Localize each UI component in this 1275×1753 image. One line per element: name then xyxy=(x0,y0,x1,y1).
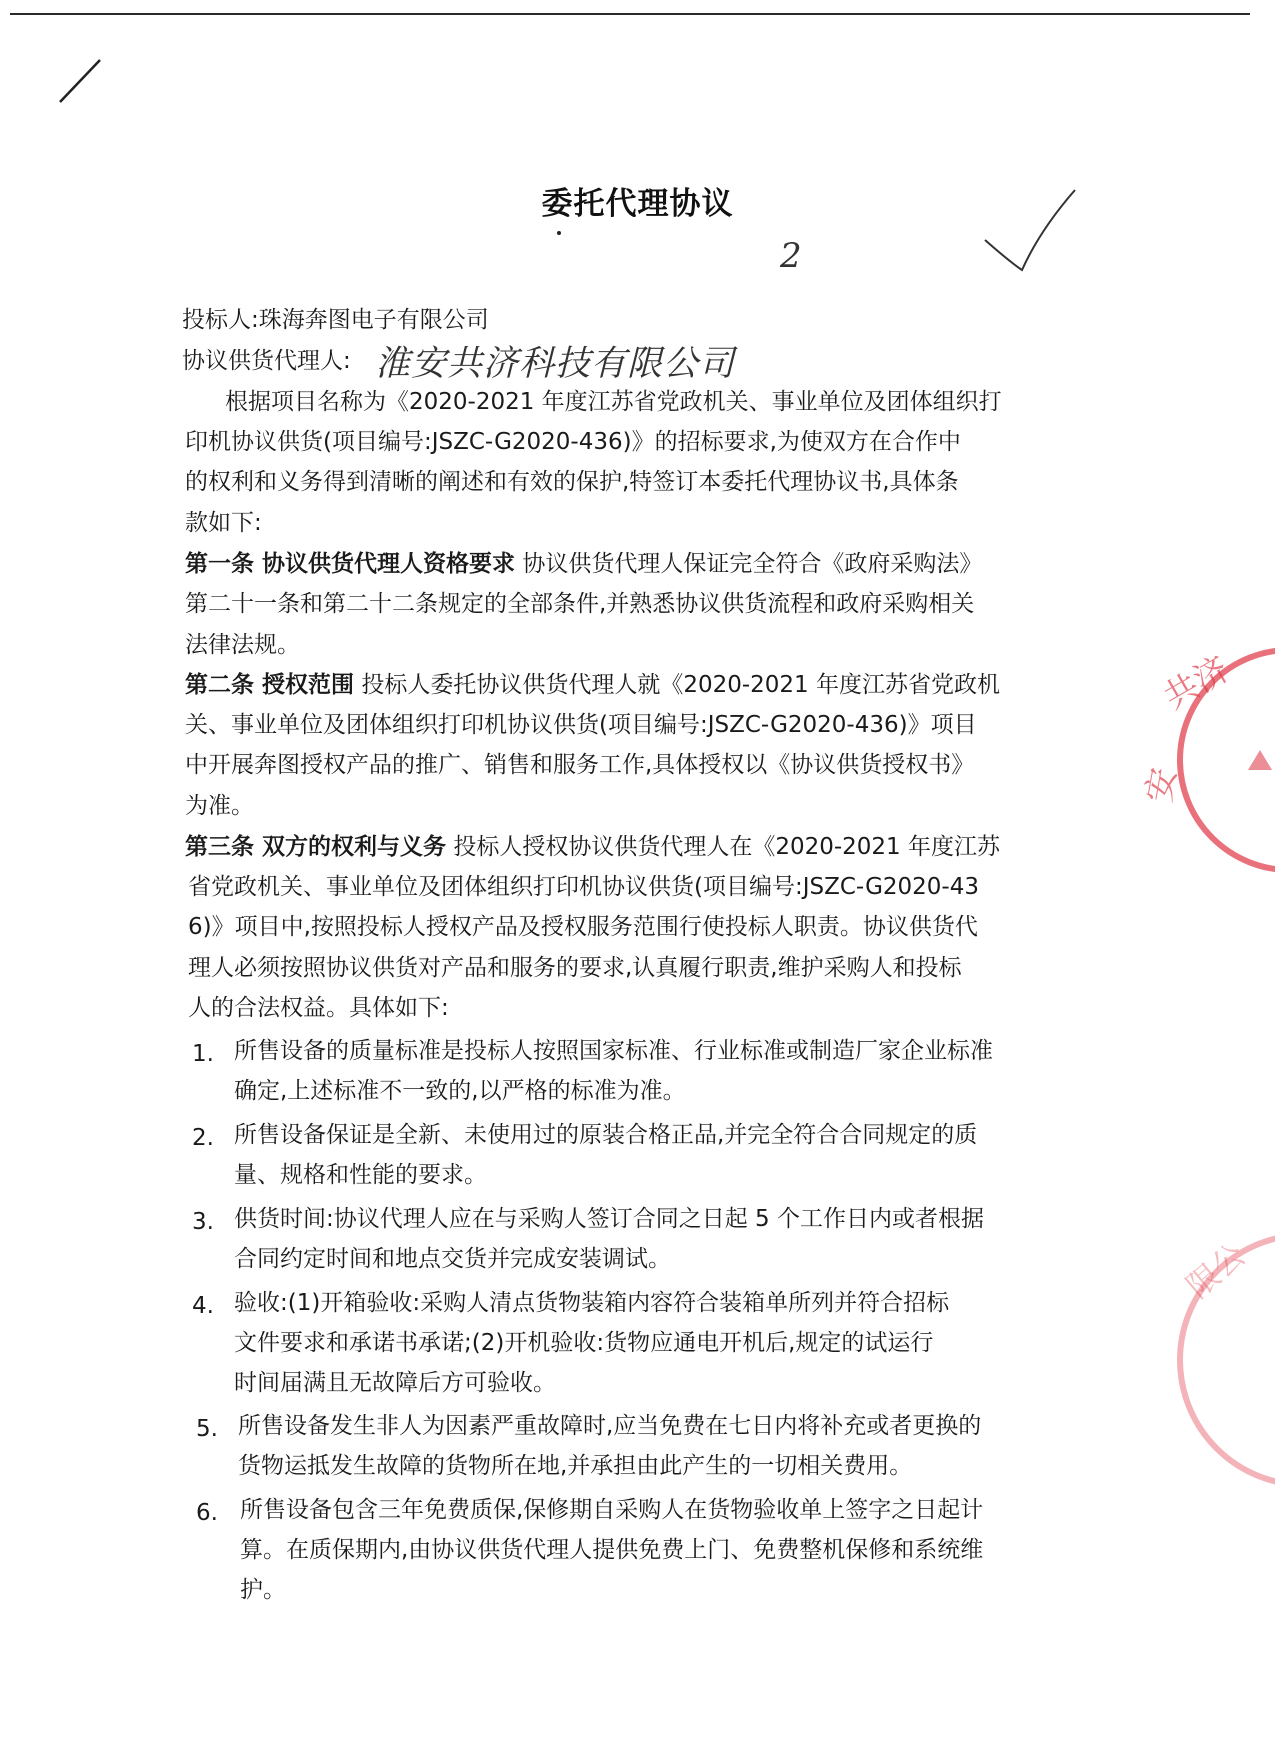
handwritten-page-number: 2 xyxy=(780,236,803,276)
article-3-line: 6)》项目中,按照投标人授权产品及授权服务范围行使投标人职责。协议供货代 xyxy=(188,914,978,940)
document-title: 委托代理协议 xyxy=(541,186,734,222)
intro-line: 根据项目名称为《2020-2021 年度江苏省党政机关、事业单位及团体组织打 xyxy=(225,389,1002,415)
item-number: 4. xyxy=(192,1293,214,1319)
article-1-first-line xyxy=(185,553,982,576)
article-1-line: 法律法规。 xyxy=(185,632,300,658)
bidder-line: 投标人:珠海奔图电子有限公司 xyxy=(182,307,489,333)
item-number: 1. xyxy=(192,1041,214,1067)
article-2-line: 关、事业单位及团体组织打印机协议供货(项目编号:JSZC-G2020-436)》项目 xyxy=(185,712,977,738)
item-line: 货物运抵发生故障的货物所在地,并承担由此产生的一切相关费用。 xyxy=(238,1453,913,1479)
article-3-line: 理人必须按照协议供货对产品和服务的要求,认真履行职责,维护采购人和投标 xyxy=(188,955,962,981)
article-3-line: 人的合法权益。具体如下: xyxy=(188,995,449,1021)
article-2-line: 为准。 xyxy=(185,793,254,819)
article-3-text: 投标人授权协议供货代理人在《2020-2021 年度江苏 xyxy=(446,834,1001,860)
article-3-heading: 第三条 双方的权利与义务 xyxy=(185,834,447,860)
agent-label: 协议供货代理人: xyxy=(182,348,351,374)
item-line: 时间届满且无故障后方可验收。 xyxy=(234,1370,556,1396)
svg-text:共济: 共济 xyxy=(1157,649,1237,718)
article-2-line: 中开展奔图授权产品的推广、销售和服务工作,具体授权以《协议供货授权书》 xyxy=(185,752,975,778)
item-line: 文件要求和承诺书承诺;(2)开机验收:货物应通电开机后,规定的试运行 xyxy=(234,1330,934,1356)
item-line: 所售设备包含三年免费质保,保修期自采购人在货物验收单上签字之日起计 xyxy=(240,1497,984,1523)
item-line: 所售设备发生非人为因素严重故障时,应当免费在七日内将补充或者更换的 xyxy=(238,1413,982,1439)
item-line: 合同约定时间和地点交货并完成安装调试。 xyxy=(234,1246,671,1272)
item-number: 5. xyxy=(196,1416,218,1442)
article-3-line: 省党政机关、事业单位及团体组织打印机协议供货(项目编号:JSZC-G2020-43 xyxy=(188,874,979,900)
item-number: 6. xyxy=(196,1500,218,1526)
intro-line: 款如下: xyxy=(185,510,262,536)
item-line: 量、规格和性能的要求。 xyxy=(234,1162,487,1188)
item-line: 供货时间:协议代理人应在与采购人签订合同之日起 5 个工作日内或者根据 xyxy=(234,1206,985,1232)
article-1-text: 协议供货代理人保证完全符合《政府采购法》 xyxy=(515,551,983,577)
dot-mark xyxy=(557,231,561,235)
svg-text:限公: 限公 xyxy=(1179,1235,1253,1306)
intro-line: 的权利和义务得到清晰的阐述和有效的保护,特签订本委托代理协议书,具体条 xyxy=(185,469,959,495)
slash-mark xyxy=(60,60,100,102)
item-number: 2. xyxy=(192,1125,214,1151)
company-seal-bottom xyxy=(1165,1230,1275,1490)
agent-signature: 淮安共济科技有限公司 xyxy=(375,344,736,384)
company-seal-top xyxy=(1139,640,1275,880)
article-2-heading: 第二条 授权范围 xyxy=(185,672,355,698)
intro-line: 印机协议供货(项目编号:JSZC-G2020-436)》的招标要求,为使双方在合作中 xyxy=(185,429,961,455)
svg-text:安: 安 xyxy=(1139,764,1185,806)
article-1-line: 第二十一条和第二十二条规定的全部条件,并熟悉协议供货流程和政府采购相关 xyxy=(185,591,975,617)
article-3-first-line xyxy=(185,836,1000,859)
article-2-first-line xyxy=(185,674,1000,697)
item-line: 确定,上述标准不一致的,以严格的标准为准。 xyxy=(234,1078,686,1104)
article-2-text: 投标人委托协议供货代理人就《2020-2021 年度江苏省党政机 xyxy=(354,672,1001,698)
article-1-heading: 第一条 协议供货代理人资格要求 xyxy=(185,551,516,577)
item-line: 所售设备的质量标准是投标人按照国家标准、行业标准或制造厂家企业标准 xyxy=(234,1038,993,1064)
item-number: 3. xyxy=(192,1209,214,1235)
item-line: 验收:(1)开箱验收:采购人清点货物装箱内容符合装箱单所列并符合招标 xyxy=(234,1290,950,1316)
item-line: 护。 xyxy=(240,1577,286,1603)
item-line: 算。在质保期内,由协议供货代理人提供免费上门、免费整机保修和系统维 xyxy=(240,1537,984,1563)
item-line: 所售设备保证是全新、未使用过的原装合格正品,并完全符合合同规定的质 xyxy=(234,1122,978,1148)
